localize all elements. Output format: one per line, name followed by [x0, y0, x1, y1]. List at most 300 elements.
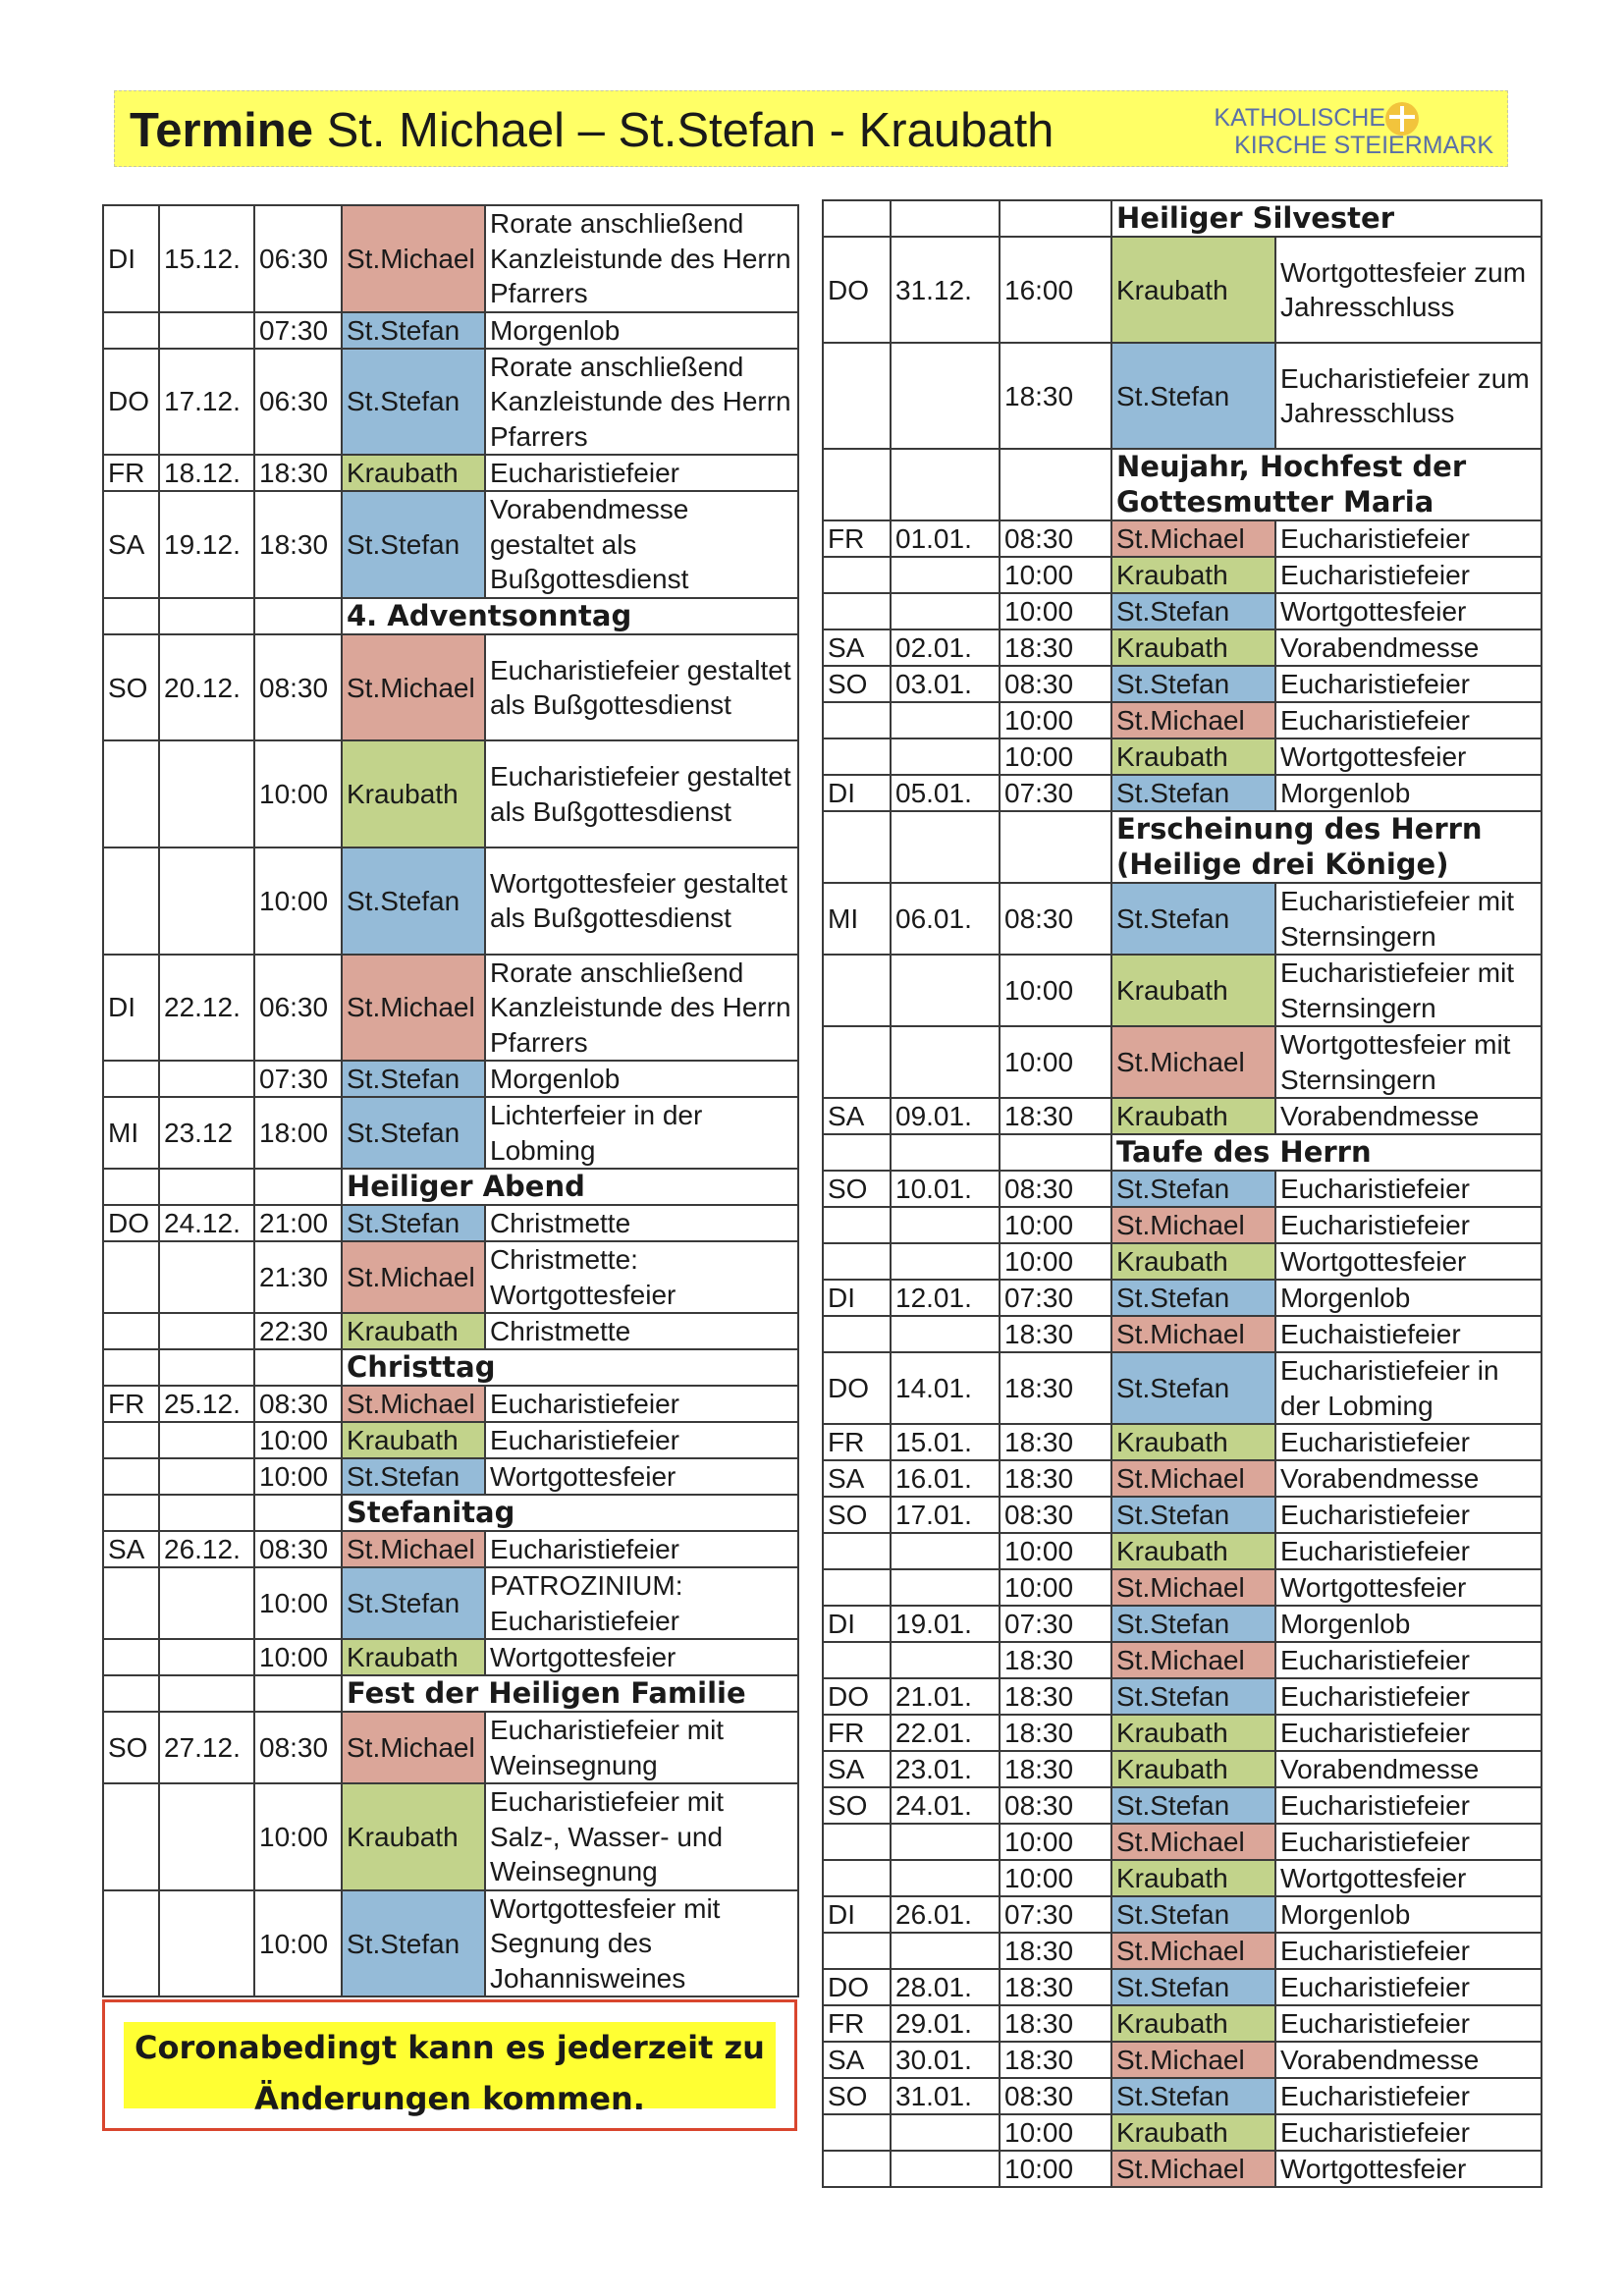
day-cell: FR: [103, 1386, 159, 1422]
table-row: [103, 1783, 798, 1890]
empty-cell: [891, 1134, 1000, 1171]
empty-cell: [823, 1134, 891, 1171]
location-cell: St.Michael: [1111, 1642, 1275, 1678]
time-cell: 10:00: [254, 1639, 342, 1675]
time-cell: 18:30: [1000, 1751, 1111, 1787]
table-row: [103, 491, 798, 598]
time-cell: 18:30: [1000, 629, 1111, 666]
date-cell: [891, 557, 1000, 593]
time-cell: 10:00: [1000, 2114, 1111, 2151]
feast-heading: 4. Adventsonntag: [342, 598, 798, 634]
location-cell: St.Michael: [1111, 702, 1275, 738]
day-cell: SO: [823, 1497, 891, 1533]
event-cell: Wortgottesfeier mit Sternsingern: [1275, 1026, 1542, 1098]
schedule-table-january: [822, 199, 1542, 2188]
event-cell: Eucharistiefeier: [485, 1386, 798, 1422]
day-cell: MI: [823, 883, 891, 955]
time-cell: 10:00: [1000, 1533, 1111, 1569]
time-cell: 08:30: [254, 1386, 342, 1422]
event-cell: Eucharistiefeier: [1275, 1497, 1542, 1533]
location-cell: St.Michael: [342, 955, 485, 1062]
table-row: [823, 1715, 1542, 1751]
location-cell: St.Stefan: [342, 1890, 485, 1997]
event-cell: Eucharistiefeier mit Salz-, Wasser- und Weinsegnung: [485, 1783, 798, 1890]
church-logo: [1187, 99, 1493, 160]
time-cell: 18:30: [254, 455, 342, 491]
time-cell: 08:30: [254, 1531, 342, 1567]
event-cell: Eucharistiefeier: [1275, 702, 1542, 738]
empty-cell: [891, 200, 1000, 237]
time-cell: 08:30: [1000, 666, 1111, 702]
feast-heading: Heiliger Abend: [342, 1169, 798, 1205]
date-cell: [159, 1890, 254, 1997]
table-row: [823, 1424, 1542, 1460]
date-cell: [891, 1533, 1000, 1569]
table-row: [823, 666, 1542, 702]
table-row: [823, 2114, 1542, 2151]
location-cell: St.Michael: [1111, 1460, 1275, 1497]
table-row: [823, 1896, 1542, 1933]
date-cell: 23.12: [159, 1097, 254, 1169]
location-cell: Kraubath: [1111, 1098, 1275, 1134]
location-cell: St.Stefan: [342, 1061, 485, 1097]
heading-row: [823, 1134, 1542, 1171]
schedule-table-december: [102, 204, 799, 1997]
empty-cell: [159, 598, 254, 634]
table-row: [103, 349, 798, 456]
event-cell: Eucharistiefeier mit Sternsingern: [1275, 955, 1542, 1026]
date-cell: 19.12.: [159, 491, 254, 598]
date-cell: 25.12.: [159, 1386, 254, 1422]
location-cell: St.Stefan: [1111, 1352, 1275, 1424]
date-cell: [891, 738, 1000, 775]
heading-row: [103, 1349, 798, 1386]
table-row: [103, 955, 798, 1062]
date-cell: 19.01.: [891, 1606, 1000, 1642]
event-cell: Eucharistiefeier: [485, 1422, 798, 1458]
location-cell: St.Stefan: [1111, 1171, 1275, 1207]
table-row: [823, 1280, 1542, 1316]
title-rest: St. Michael – St.Stefan - Kraubath: [312, 104, 1055, 157]
event-cell: Eucharistiefeier: [1275, 1933, 1542, 1969]
empty-cell: [891, 449, 1000, 520]
day-cell: SO: [103, 634, 159, 741]
time-cell: 10:00: [1000, 1207, 1111, 1243]
event-cell: Eucharistiefeier: [485, 455, 798, 491]
table-row: [823, 702, 1542, 738]
day-cell: [823, 1860, 891, 1896]
table-row: [823, 1352, 1542, 1424]
day-cell: [103, 1422, 159, 1458]
event-cell: Eucharistiefeier: [1275, 1171, 1542, 1207]
date-cell: [891, 1860, 1000, 1896]
location-cell: St.Stefan: [1111, 593, 1275, 629]
date-cell: 29.01.: [891, 2005, 1000, 2042]
location-cell: Kraubath: [342, 1639, 485, 1675]
date-cell: [159, 1567, 254, 1639]
empty-cell: [1000, 449, 1111, 520]
day-cell: [103, 740, 159, 847]
day-cell: SA: [823, 629, 891, 666]
empty-cell: [1000, 1134, 1111, 1171]
table-row: [103, 1205, 798, 1241]
time-cell: 18:30: [1000, 1969, 1111, 2005]
location-cell: Kraubath: [1111, 1424, 1275, 1460]
event-cell: Eucharistiefeier: [1275, 1678, 1542, 1715]
event-cell: Eucharistiefeier: [1275, 2114, 1542, 2151]
date-cell: [159, 1061, 254, 1097]
day-cell: [823, 1316, 891, 1352]
time-cell: 10:00: [254, 1567, 342, 1639]
table-row: [823, 1098, 1542, 1134]
date-cell: [891, 1243, 1000, 1280]
location-cell: Kraubath: [1111, 2005, 1275, 2042]
table-row: [823, 1824, 1542, 1860]
day-cell: DI: [823, 1280, 891, 1316]
location-cell: St.Stefan: [1111, 775, 1275, 811]
feast-heading: Stefanitag: [342, 1495, 798, 1531]
day-cell: SO: [103, 1712, 159, 1783]
time-cell: 10:00: [1000, 955, 1111, 1026]
day-cell: DO: [103, 1205, 159, 1241]
date-cell: 14.01.: [891, 1352, 1000, 1424]
table-row: [103, 1313, 798, 1349]
day-cell: [103, 1783, 159, 1890]
time-cell: 18:30: [1000, 1642, 1111, 1678]
date-cell: 02.01.: [891, 629, 1000, 666]
event-cell: Morgenlob: [1275, 1606, 1542, 1642]
day-cell: FR: [823, 1424, 891, 1460]
day-cell: [823, 343, 891, 449]
date-cell: 23.01.: [891, 1751, 1000, 1787]
event-cell: Eucharistiefeier: [1275, 1969, 1542, 2005]
day-cell: DI: [823, 775, 891, 811]
date-cell: 31.01.: [891, 2078, 1000, 2114]
day-cell: [823, 1933, 891, 1969]
day-cell: FR: [103, 455, 159, 491]
table-row: [823, 2151, 1542, 2187]
day-cell: [823, 2114, 891, 2151]
day-cell: DO: [823, 1678, 891, 1715]
heading-row: [823, 811, 1542, 883]
logo-line1: KATHOLISCHE: [1214, 104, 1385, 132]
location-cell: St.Michael: [1111, 2042, 1275, 2078]
date-cell: [159, 1783, 254, 1890]
date-cell: 24.01.: [891, 1787, 1000, 1824]
day-cell: DO: [823, 1969, 891, 2005]
page-title: [130, 103, 1054, 158]
date-cell: [159, 740, 254, 847]
location-cell: Kraubath: [342, 1783, 485, 1890]
date-cell: [891, 1569, 1000, 1606]
event-cell: Euchaistiefeier: [1275, 1316, 1542, 1352]
location-cell: St.Stefan: [1111, 1896, 1275, 1933]
feast-heading: Neujahr, Hochfest der Gottesmutter Maria: [1111, 449, 1542, 520]
event-cell: Eucharistiefeier: [1275, 666, 1542, 702]
day-cell: DO: [823, 1352, 891, 1424]
location-cell: St.Stefan: [1111, 1678, 1275, 1715]
date-cell: 15.01.: [891, 1424, 1000, 1460]
empty-cell: [159, 1675, 254, 1712]
location-cell: St.Michael: [1111, 1569, 1275, 1606]
day-cell: [103, 1313, 159, 1349]
event-cell: Wortgottesfeier mit Segnung des Johannisweines: [485, 1890, 798, 1997]
day-cell: MI: [103, 1097, 159, 1169]
empty-cell: [823, 811, 891, 883]
time-cell: 10:00: [1000, 738, 1111, 775]
location-cell: Kraubath: [1111, 1751, 1275, 1787]
table-row: [823, 237, 1542, 343]
event-cell: Eucharistiefeier: [1275, 1715, 1542, 1751]
day-cell: [823, 1207, 891, 1243]
day-cell: SA: [823, 1460, 891, 1497]
day-cell: SA: [823, 1098, 891, 1134]
day-cell: DO: [103, 349, 159, 456]
table-row: [823, 1171, 1542, 1207]
location-cell: Kraubath: [342, 740, 485, 847]
event-cell: Eucharistiefeier mit Weinsegnung: [485, 1712, 798, 1783]
table-row: [823, 1678, 1542, 1715]
location-cell: St.Michael: [342, 205, 485, 312]
table-row: [103, 1531, 798, 1567]
event-cell: Lichterfeier in der Lobming: [485, 1097, 798, 1169]
day-cell: [823, 738, 891, 775]
location-cell: St.Michael: [1111, 2151, 1275, 2187]
location-cell: St.Stefan: [1111, 1280, 1275, 1316]
table-row: [823, 1787, 1542, 1824]
date-cell: 03.01.: [891, 666, 1000, 702]
time-cell: 10:00: [1000, 1569, 1111, 1606]
day-cell: [823, 1642, 891, 1678]
day-cell: SO: [823, 1171, 891, 1207]
day-cell: [823, 1569, 891, 1606]
event-cell: Morgenlob: [485, 312, 798, 349]
feast-heading: Christtag: [342, 1349, 798, 1386]
table-row: [823, 593, 1542, 629]
time-cell: 10:00: [254, 1783, 342, 1890]
table-row: [103, 312, 798, 349]
location-cell: Kraubath: [1111, 557, 1275, 593]
event-cell: Morgenlob: [1275, 775, 1542, 811]
day-cell: [823, 1824, 891, 1860]
right-rows: [823, 200, 1542, 2187]
date-cell: [891, 1316, 1000, 1352]
date-cell: [891, 955, 1000, 1026]
empty-cell: [823, 449, 891, 520]
day-cell: [823, 702, 891, 738]
event-cell: Morgenlob: [485, 1061, 798, 1097]
day-cell: DI: [823, 1606, 891, 1642]
location-cell: Kraubath: [1111, 1715, 1275, 1751]
event-cell: Wortgottesfeier: [1275, 738, 1542, 775]
date-cell: 28.01.: [891, 1969, 1000, 2005]
heading-row: [103, 1495, 798, 1531]
location-cell: St.Michael: [1111, 1933, 1275, 1969]
day-cell: SA: [823, 1751, 891, 1787]
time-cell: 10:00: [1000, 593, 1111, 629]
table-row: [823, 1243, 1542, 1280]
day-cell: SO: [823, 666, 891, 702]
date-cell: [891, 1824, 1000, 1860]
location-cell: St.Michael: [342, 1531, 485, 1567]
location-cell: St.Stefan: [342, 1458, 485, 1495]
day-cell: [823, 593, 891, 629]
time-cell: 18:30: [1000, 1098, 1111, 1134]
table-row: [103, 1241, 798, 1313]
table-row: [823, 629, 1542, 666]
table-row: [823, 1316, 1542, 1352]
time-cell: 18:30: [254, 491, 342, 598]
day-cell: SA: [103, 491, 159, 598]
time-cell: 08:30: [1000, 520, 1111, 557]
time-cell: 10:00: [254, 847, 342, 955]
table-row: [823, 557, 1542, 593]
date-cell: [159, 312, 254, 349]
event-cell: Rorate anschließend Kanzleistunde des Herrn Pfarrers: [485, 349, 798, 456]
empty-cell: [103, 1349, 159, 1386]
event-cell: Vorabendmesse: [1275, 1751, 1542, 1787]
time-cell: 07:30: [1000, 1896, 1111, 1933]
table-row: [103, 1097, 798, 1169]
time-cell: 18:30: [1000, 1316, 1111, 1352]
date-cell: 17.12.: [159, 349, 254, 456]
date-cell: [159, 1422, 254, 1458]
date-cell: 27.12.: [159, 1712, 254, 1783]
empty-cell: [254, 1349, 342, 1386]
location-cell: St.Michael: [1111, 1207, 1275, 1243]
day-cell: [823, 557, 891, 593]
empty-cell: [1000, 811, 1111, 883]
date-cell: [891, 702, 1000, 738]
date-cell: [891, 343, 1000, 449]
day-cell: FR: [823, 1715, 891, 1751]
location-cell: St.Michael: [342, 634, 485, 741]
heading-row: [103, 1169, 798, 1205]
time-cell: 18:30: [1000, 343, 1111, 449]
table-row: [103, 1422, 798, 1458]
event-cell: Christmette: [485, 1313, 798, 1349]
date-cell: [891, 1207, 1000, 1243]
table-row: [103, 455, 798, 491]
date-cell: [159, 1639, 254, 1675]
date-cell: 09.01.: [891, 1098, 1000, 1134]
day-cell: [823, 1243, 891, 1280]
time-cell: 06:30: [254, 955, 342, 1062]
time-cell: 18:30: [1000, 2042, 1111, 2078]
date-cell: 22.01.: [891, 1715, 1000, 1751]
time-cell: 18:30: [1000, 1678, 1111, 1715]
table-row: [823, 1860, 1542, 1896]
time-cell: 07:30: [1000, 775, 1111, 811]
heading-row: [103, 598, 798, 634]
time-cell: 10:00: [1000, 1824, 1111, 1860]
event-cell: Eucharistiefeier mit Sternsingern: [1275, 883, 1542, 955]
location-cell: St.Stefan: [342, 847, 485, 955]
event-cell: Wortgottesfeier: [1275, 1243, 1542, 1280]
location-cell: Kraubath: [1111, 1860, 1275, 1896]
event-cell: Eucharistiefeier: [1275, 1424, 1542, 1460]
time-cell: 10:00: [1000, 557, 1111, 593]
date-cell: 12.01.: [891, 1280, 1000, 1316]
location-cell: St.Michael: [342, 1712, 485, 1783]
event-cell: Eucharistiefeier: [1275, 557, 1542, 593]
event-cell: Vorabendmesse gestaltet als Bußgottesdienst: [485, 491, 798, 598]
feast-heading: Fest der Heiligen Familie: [342, 1675, 798, 1712]
time-cell: 08:30: [1000, 2078, 1111, 2114]
time-cell: 08:30: [1000, 1171, 1111, 1207]
day-cell: [103, 1458, 159, 1495]
time-cell: 07:30: [1000, 1606, 1111, 1642]
table-row: [823, 343, 1542, 449]
time-cell: 16:00: [1000, 237, 1111, 343]
table-row: [823, 1642, 1542, 1678]
event-cell: Rorate anschließend Kanzleistunde des Herrn Pfarrers: [485, 205, 798, 312]
time-cell: 10:00: [254, 1458, 342, 1495]
table-row: [823, 738, 1542, 775]
time-cell: 18:30: [1000, 1460, 1111, 1497]
location-cell: Kraubath: [1111, 2114, 1275, 2151]
table-row: [103, 1890, 798, 1997]
day-cell: [103, 1567, 159, 1639]
empty-cell: [103, 598, 159, 634]
day-cell: [823, 1533, 891, 1569]
location-cell: St.Stefan: [1111, 343, 1275, 449]
event-cell: Morgenlob: [1275, 1896, 1542, 1933]
heading-row: [823, 449, 1542, 520]
day-cell: [103, 1639, 159, 1675]
day-cell: [103, 1890, 159, 1997]
location-cell: St.Stefan: [1111, 666, 1275, 702]
title-bold: Termine: [130, 104, 313, 157]
time-cell: 10:00: [1000, 1860, 1111, 1896]
location-cell: St.Michael: [1111, 520, 1275, 557]
date-cell: 30.01.: [891, 2042, 1000, 2078]
event-cell: Eucharistiefeier gestaltet als Bußgottesdienst: [485, 634, 798, 741]
time-cell: 10:00: [1000, 1243, 1111, 1280]
location-cell: Kraubath: [1111, 237, 1275, 343]
table-row: [823, 2042, 1542, 2078]
date-cell: 26.01.: [891, 1896, 1000, 1933]
empty-cell: [1000, 200, 1111, 237]
event-cell: Wortgottesfeier: [1275, 1860, 1542, 1896]
day-cell: SO: [823, 2078, 891, 2114]
table-row: [823, 1533, 1542, 1569]
event-cell: PATROZINIUM: Eucharistiefeier: [485, 1567, 798, 1639]
time-cell: 08:30: [254, 634, 342, 741]
event-cell: Eucharistiefeier gestaltet als Bußgottesdienst: [485, 740, 798, 847]
cross-icon: [1385, 102, 1419, 136]
day-cell: [103, 1061, 159, 1097]
time-cell: 08:30: [1000, 1497, 1111, 1533]
date-cell: [891, 2114, 1000, 2151]
date-cell: [159, 1313, 254, 1349]
event-cell: Eucharistiefeier: [485, 1531, 798, 1567]
empty-cell: [891, 811, 1000, 883]
table-row: [823, 1969, 1542, 2005]
day-cell: SA: [103, 1531, 159, 1567]
feast-heading: Heiliger Silvester: [1111, 200, 1542, 237]
event-cell: Eucharistiefeier: [1275, 2078, 1542, 2114]
location-cell: St.Stefan: [342, 491, 485, 598]
location-cell: St.Michael: [1111, 1316, 1275, 1352]
empty-cell: [254, 1495, 342, 1531]
location-cell: Kraubath: [342, 1313, 485, 1349]
table-row: [823, 883, 1542, 955]
date-cell: 24.12.: [159, 1205, 254, 1241]
table-row: [823, 1207, 1542, 1243]
event-cell: Eucharistiefeier: [1275, 2005, 1542, 2042]
empty-cell: [103, 1675, 159, 1712]
